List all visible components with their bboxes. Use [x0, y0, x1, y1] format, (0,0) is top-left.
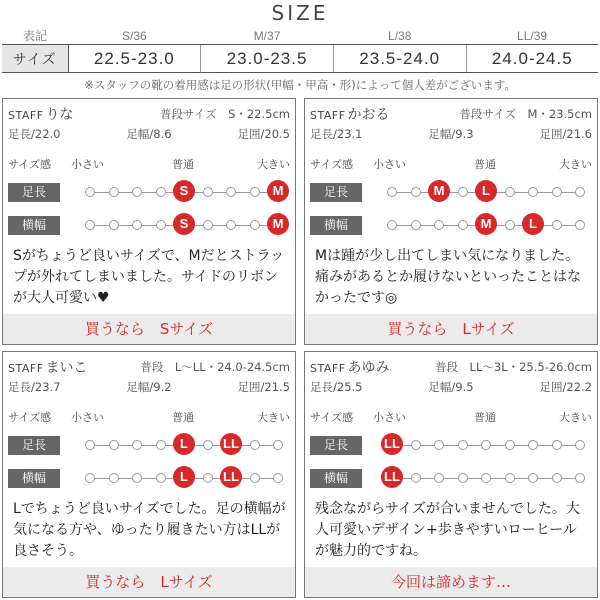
- scale-dot: [203, 220, 213, 230]
- fit-mark-badge: L: [522, 213, 544, 235]
- scale-dot: [132, 220, 142, 230]
- foot-width: 足幅/9.3: [428, 127, 474, 141]
- fit-row-width: [310, 214, 592, 236]
- scale-dot: [575, 440, 585, 450]
- scale-dot: [250, 473, 260, 483]
- fit-scale-legend: [310, 156, 592, 172]
- size-table-value-row: [2, 45, 598, 73]
- scale-dot: [505, 220, 515, 230]
- size-table-header-row: [2, 27, 598, 45]
- usual-size: 普段サイズ M・23.5cm: [459, 107, 592, 121]
- scale-normal-label: 普通: [474, 158, 496, 171]
- scale-dot: [505, 440, 515, 450]
- scale-dot: [85, 440, 95, 450]
- scale-dot: [203, 473, 213, 483]
- scale-large-label: 大きい: [257, 158, 290, 171]
- scale-dot: [552, 473, 562, 483]
- scale-normal-label: 普通: [172, 158, 194, 171]
- scale-dot: [505, 473, 515, 483]
- foot-length: 足長/25.5: [310, 380, 363, 394]
- scale-dot: [156, 473, 166, 483]
- foot-width: 足幅/9.2: [126, 380, 172, 394]
- metric-tag-length: 足長: [8, 183, 60, 202]
- size-table-row-label: サイズ: [2, 45, 68, 73]
- scale-dot: [575, 220, 585, 230]
- scale-normal-label: 普通: [172, 411, 194, 424]
- fit-mark-badge: L: [173, 466, 195, 488]
- scale-dot: [203, 440, 213, 450]
- fit-mark-badge: M: [267, 180, 289, 202]
- metric-tag-length: 足長: [310, 436, 362, 455]
- foot-girth: 足囲/21.5: [237, 380, 290, 394]
- size-range-cell: 24.0-24.5: [466, 45, 598, 73]
- scale-dot: [387, 220, 397, 230]
- scale-dot: [156, 220, 166, 230]
- fit-scale-label: サイズ感: [8, 411, 52, 424]
- fit-row-width: [8, 214, 290, 236]
- foot-girth: 足囲/20.5: [237, 127, 290, 141]
- staff-comment: 残念ながらサイズが合いませんでした。大人可愛いデザイン+歩きやすいローヒールが魅力的ですね。: [315, 501, 580, 559]
- foot-measurements: [310, 379, 592, 395]
- staff-comment: Mは踵が少し出てしまい気になりました。痛みがあるとか履けないといったことはなかったです◎: [315, 248, 581, 306]
- scale-normal-label: 普通: [474, 411, 496, 424]
- scale-dot: [273, 440, 283, 450]
- scale-dot: [434, 440, 444, 450]
- purchase-verdict: 買うなら Lサイズ: [305, 314, 597, 344]
- fit-scale-legend: [310, 409, 592, 425]
- scale-dot: [273, 473, 283, 483]
- fit-row-length: [310, 181, 592, 203]
- scale-small-label: 小さい: [373, 411, 406, 424]
- size-col-header: S/36: [68, 27, 201, 45]
- fit-mark-badge: LL: [381, 433, 403, 455]
- size-table-header-label: 表記: [2, 27, 68, 45]
- scale-dot: [458, 473, 468, 483]
- purchase-verdict: 今回は諦めます…: [305, 567, 597, 597]
- fit-scale-label: サイズ感: [310, 158, 354, 171]
- scale-dot: [250, 440, 260, 450]
- scale-dot: [156, 440, 166, 450]
- foot-girth: 足囲/21.6: [539, 127, 592, 141]
- fit-mark-badge: L: [475, 180, 497, 202]
- scale-large-label: 大きい: [559, 411, 592, 424]
- fit-mark-badge: M: [267, 213, 289, 235]
- staff-review-card: [304, 351, 598, 598]
- scale-dot: [250, 220, 260, 230]
- fit-scale-legend: [8, 409, 290, 425]
- staff-label: STAFF: [310, 109, 346, 122]
- metric-tag-width: 横幅: [8, 469, 60, 488]
- foot-measurements: [310, 126, 592, 142]
- staff-comment: Sがちょうど良いサイズで、Mだとストラップが外れてしまいました。サイドのリボンが大人可愛い♥: [13, 248, 285, 306]
- staff-review-card: [304, 98, 598, 345]
- scale-dot: [85, 220, 95, 230]
- scale-dot: [552, 187, 562, 197]
- foot-length: 足長/23.7: [8, 380, 61, 394]
- scale-small-label: 小さい: [373, 158, 406, 171]
- scale-dot: [132, 440, 142, 450]
- staff-header: [310, 357, 592, 375]
- size-title: SIZE: [271, 1, 329, 25]
- foot-length: 足長/22.0: [8, 127, 61, 141]
- staff-label: STAFF: [8, 362, 44, 375]
- scale-dot: [458, 187, 468, 197]
- scale-dot: [481, 440, 491, 450]
- staff-comment: Lでちょうど良いサイズでした。足の横幅が気になる方や、ゆったり履きたい方はLLが良さそう。: [13, 501, 286, 559]
- foot-girth: 足囲/22.2: [539, 380, 592, 394]
- scale-dot: [552, 220, 562, 230]
- scale-large-label: 大きい: [559, 158, 592, 171]
- scale-small-label: 小さい: [71, 158, 104, 171]
- staff-header: [310, 104, 592, 122]
- staff-name: まいこ: [45, 360, 88, 376]
- scale-dot: [226, 187, 236, 197]
- size-table: [2, 27, 598, 73]
- foot-width: 足幅/8.6: [126, 127, 172, 141]
- size-range-cell: 23.5-24.0: [333, 45, 466, 73]
- metric-tag-length: 足長: [8, 436, 60, 455]
- foot-measurements: [8, 126, 290, 142]
- foot-width: 足幅/9.5: [428, 380, 474, 394]
- purchase-verdict: 買うなら Lサイズ: [3, 567, 295, 597]
- scale-dot: [411, 220, 421, 230]
- fit-mark-badge: L: [173, 433, 195, 455]
- scale-dot: [458, 440, 468, 450]
- staff-name: あゆみ: [347, 360, 390, 376]
- scale-dot: [411, 187, 421, 197]
- staff-label: STAFF: [8, 109, 44, 122]
- scale-dot: [109, 187, 119, 197]
- fit-row-width: [310, 467, 592, 489]
- foot-length: 足長/23.1: [310, 127, 363, 141]
- scale-dot: [528, 473, 538, 483]
- scale-dot: [132, 187, 142, 197]
- scale-dot: [132, 473, 142, 483]
- size-col-header: LL/39: [466, 27, 598, 45]
- fit-mark-badge: LL: [220, 466, 242, 488]
- scale-dot: [575, 473, 585, 483]
- fit-mark-badge: S: [173, 180, 195, 202]
- fit-mark-badge: LL: [220, 433, 242, 455]
- fit-mark-badge: S: [173, 213, 195, 235]
- fit-disclaimer-note: ※スタッフの靴の着用感は足の形状(甲幅・甲高・形)によって個人差がございます。: [84, 78, 516, 92]
- fit-scale-label: サイズ感: [310, 411, 354, 424]
- scale-dot: [85, 473, 95, 483]
- fit-row-length: [8, 434, 290, 456]
- scale-dot: [203, 187, 213, 197]
- scale-dot: [575, 187, 585, 197]
- fit-mark-badge: M: [428, 180, 450, 202]
- usual-size: 普段サイズ S・22.5cm: [159, 107, 290, 121]
- scale-dot: [85, 187, 95, 197]
- scale-dot: [250, 187, 260, 197]
- metric-tag-length: 足長: [310, 183, 362, 202]
- scale-dot: [528, 187, 538, 197]
- metric-tag-width: 横幅: [310, 469, 362, 488]
- scale-dot: [109, 220, 119, 230]
- scale-dot: [434, 220, 444, 230]
- scale-dot: [156, 187, 166, 197]
- staff-label: STAFF: [310, 362, 346, 375]
- fit-mark-badge: LL: [381, 466, 403, 488]
- metric-tag-width: 横幅: [8, 216, 60, 235]
- scale-dot: [505, 187, 515, 197]
- scale-dot: [109, 440, 119, 450]
- fit-row-width: [8, 467, 290, 489]
- staff-header: [8, 357, 290, 375]
- scale-small-label: 小さい: [71, 411, 104, 424]
- size-col-header: L/38: [333, 27, 466, 45]
- size-col-header: M/37: [201, 27, 334, 45]
- staff-name: かおる: [347, 107, 390, 123]
- fit-scale-label: サイズ感: [8, 158, 52, 171]
- purchase-verdict: 買うなら Sサイズ: [3, 314, 295, 344]
- fit-mark-badge: M: [475, 213, 497, 235]
- scale-dot: [552, 440, 562, 450]
- staff-review-card: [2, 98, 296, 345]
- staff-review-card: [2, 351, 296, 598]
- foot-measurements: [8, 379, 290, 395]
- scale-dot: [411, 473, 421, 483]
- scale-dot: [411, 440, 421, 450]
- metric-tag-width: 横幅: [310, 216, 362, 235]
- fit-scale-legend: [8, 156, 290, 172]
- fit-row-length: [310, 434, 592, 456]
- scale-dot: [226, 220, 236, 230]
- scale-dot: [109, 473, 119, 483]
- fit-row-length: [8, 181, 290, 203]
- scale-large-label: 大きい: [257, 411, 290, 424]
- scale-dot: [481, 473, 491, 483]
- scale-dot: [434, 473, 444, 483]
- staff-name: りな: [45, 107, 74, 123]
- staff-header: [8, 104, 290, 122]
- size-range-cell: 22.5-23.0: [68, 45, 201, 73]
- scale-dot: [387, 187, 397, 197]
- usual-size: 普段 LL～3L・25.5-26.0cm: [435, 360, 592, 374]
- size-range-cell: 23.0-23.5: [201, 45, 334, 73]
- scale-dot: [528, 440, 538, 450]
- usual-size: 普段 L～LL・24.0-24.5cm: [140, 360, 290, 374]
- scale-dot: [458, 220, 468, 230]
